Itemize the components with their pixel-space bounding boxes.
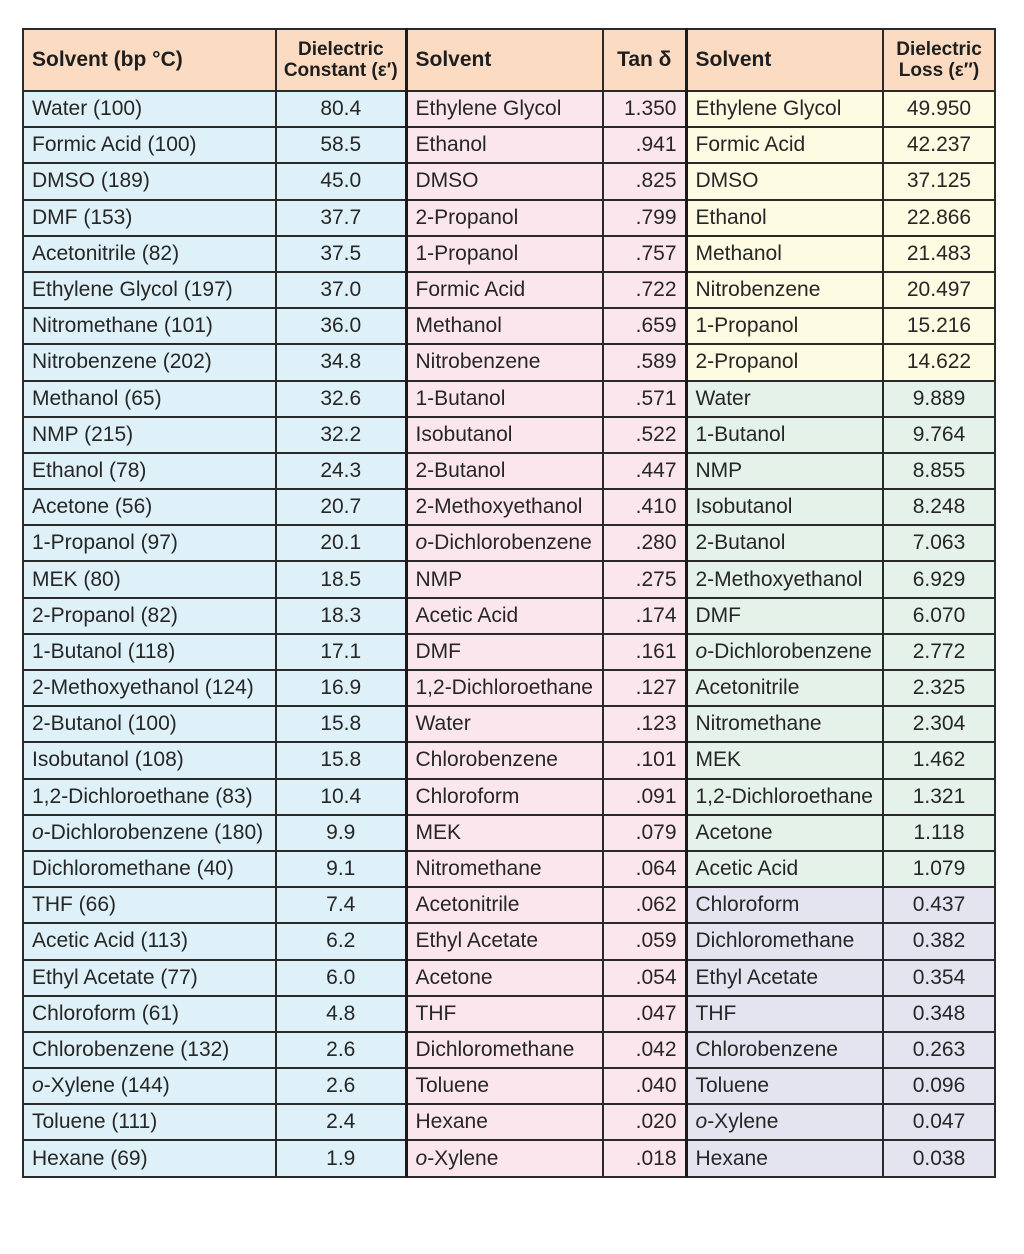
dielectric-loss-solvent-cell: Isobutanol: [686, 489, 883, 525]
tan-delta-value-cell: .020: [603, 1104, 686, 1140]
dielectric-constant-value-cell: 15.8: [276, 706, 406, 742]
dielectric-loss-value-cell: 0.354: [883, 960, 995, 996]
tan-delta-solvent-cell: DMSO: [406, 163, 603, 199]
dielectric-constant-value-cell: 7.4: [276, 887, 406, 923]
tan-delta-solvent-cell: Acetonitrile: [406, 887, 603, 923]
dielectric-constant-value-cell: 37.7: [276, 200, 406, 236]
dielectric-constant-value-cell: 15.8: [276, 742, 406, 778]
header-solvent-loss: Solvent: [686, 29, 883, 91]
dielectric-constant-solvent-cell: Toluene (111): [23, 1104, 276, 1140]
tan-delta-value-cell: .275: [603, 561, 686, 597]
table-row: [23, 453, 995, 489]
dielectric-loss-solvent-cell: Hexane: [686, 1140, 883, 1176]
dielectric-constant-solvent-cell: 1-Butanol (118): [23, 634, 276, 670]
tan-delta-value-cell: .091: [603, 779, 686, 815]
dielectric-loss-solvent-cell: 1-Butanol: [686, 417, 883, 453]
dielectric-loss-solvent-cell: MEK: [686, 742, 883, 778]
dielectric-loss-value-cell: 20.497: [883, 272, 995, 308]
tan-delta-value-cell: .054: [603, 960, 686, 996]
tan-delta-value-cell: .589: [603, 344, 686, 380]
tan-delta-value-cell: .447: [603, 453, 686, 489]
dielectric-constant-value-cell: 37.0: [276, 272, 406, 308]
dielectric-loss-value-cell: 1.079: [883, 851, 995, 887]
dielectric-constant-solvent-cell: Hexane (69): [23, 1140, 276, 1176]
tan-delta-value-cell: .659: [603, 308, 686, 344]
dielectric-constant-solvent-cell: DMSO (189): [23, 163, 276, 199]
dielectric-constant-solvent-cell: o-Dichlorobenzene (180): [23, 815, 276, 851]
tan-delta-value-cell: .101: [603, 742, 686, 778]
header-tan-delta: Tan δ: [603, 29, 686, 91]
tan-delta-solvent-cell: Chloroform: [406, 779, 603, 815]
dielectric-constant-value-cell: 6.2: [276, 923, 406, 959]
dielectric-constant-value-cell: 58.5: [276, 127, 406, 163]
table-row: [23, 670, 995, 706]
dielectric-loss-solvent-cell: 2-Propanol: [686, 344, 883, 380]
tan-delta-solvent-cell: NMP: [406, 561, 603, 597]
dielectric-constant-solvent-cell: o-Xylene (144): [23, 1068, 276, 1104]
dielectric-loss-solvent-cell: DMF: [686, 598, 883, 634]
dielectric-loss-solvent-cell: Ethylene Glycol: [686, 91, 883, 127]
tan-delta-solvent-cell: Water: [406, 706, 603, 742]
dielectric-loss-solvent-cell: o-Dichlorobenzene: [686, 634, 883, 670]
tan-delta-value-cell: .410: [603, 489, 686, 525]
dielectric-constant-solvent-cell: Acetic Acid (113): [23, 923, 276, 959]
table-row: [23, 236, 995, 272]
table-row: [23, 561, 995, 597]
dielectric-loss-value-cell: 37.125: [883, 163, 995, 199]
tan-delta-value-cell: .280: [603, 525, 686, 561]
table-row: [23, 598, 995, 634]
dielectric-constant-solvent-cell: 2-Propanol (82): [23, 598, 276, 634]
dielectric-constant-value-cell: 36.0: [276, 308, 406, 344]
tan-delta-value-cell: .941: [603, 127, 686, 163]
dielectric-constant-solvent-cell: 1-Propanol (97): [23, 525, 276, 561]
header-dielectric-loss-line2: Loss (ε″): [898, 60, 980, 81]
dielectric-constant-solvent-cell: Dichloromethane (40): [23, 851, 276, 887]
tan-delta-solvent-cell: 1,2-Dichloroethane: [406, 670, 603, 706]
dielectric-loss-value-cell: 1.321: [883, 779, 995, 815]
dielectric-loss-value-cell: 2.325: [883, 670, 995, 706]
tan-delta-solvent-cell: Formic Acid: [406, 272, 603, 308]
dielectric-constant-value-cell: 16.9: [276, 670, 406, 706]
tan-delta-value-cell: .825: [603, 163, 686, 199]
dielectric-constant-value-cell: 20.1: [276, 525, 406, 561]
tan-delta-value-cell: .571: [603, 381, 686, 417]
table-row: [23, 923, 995, 959]
header-solvent-bp: Solvent (bp °C): [23, 29, 276, 91]
dielectric-loss-value-cell: 9.764: [883, 417, 995, 453]
dielectric-constant-value-cell: 2.6: [276, 1068, 406, 1104]
tan-delta-solvent-cell: o-Dichlorobenzene: [406, 525, 603, 561]
tan-delta-value-cell: 1.350: [603, 91, 686, 127]
table-row: [23, 272, 995, 308]
dielectric-constant-value-cell: 17.1: [276, 634, 406, 670]
tan-delta-solvent-cell: 1-Butanol: [406, 381, 603, 417]
header-dielectric-constant-line2: Constant (ε′): [283, 60, 398, 81]
tan-delta-solvent-cell: Chlorobenzene: [406, 742, 603, 778]
dielectric-constant-solvent-cell: DMF (153): [23, 200, 276, 236]
table-row: [23, 200, 995, 236]
dielectric-loss-value-cell: 0.038: [883, 1140, 995, 1176]
dielectric-constant-solvent-cell: Chloroform (61): [23, 996, 276, 1032]
table-row: [23, 996, 995, 1032]
tan-delta-solvent-cell: Methanol: [406, 308, 603, 344]
dielectric-loss-solvent-cell: 2-Butanol: [686, 525, 883, 561]
dielectric-loss-solvent-cell: NMP: [686, 453, 883, 489]
tan-delta-solvent-cell: MEK: [406, 815, 603, 851]
dielectric-loss-value-cell: 0.096: [883, 1068, 995, 1104]
tan-delta-value-cell: .059: [603, 923, 686, 959]
table-row: [23, 634, 995, 670]
dielectric-loss-solvent-cell: Water: [686, 381, 883, 417]
dielectric-constant-value-cell: 1.9: [276, 1140, 406, 1176]
table-row: [23, 779, 995, 815]
dielectric-constant-solvent-cell: Nitrobenzene (202): [23, 344, 276, 380]
dielectric-loss-solvent-cell: 1-Propanol: [686, 308, 883, 344]
table-row: [23, 417, 995, 453]
dielectric-constant-value-cell: 2.4: [276, 1104, 406, 1140]
dielectric-loss-value-cell: 9.889: [883, 381, 995, 417]
dielectric-constant-solvent-cell: Formic Acid (100): [23, 127, 276, 163]
tan-delta-solvent-cell: DMF: [406, 634, 603, 670]
tan-delta-solvent-cell: THF: [406, 996, 603, 1032]
tan-delta-value-cell: .127: [603, 670, 686, 706]
dielectric-constant-solvent-cell: Water (100): [23, 91, 276, 127]
dielectric-loss-solvent-cell: Acetone: [686, 815, 883, 851]
dielectric-constant-value-cell: 45.0: [276, 163, 406, 199]
dielectric-constant-value-cell: 34.8: [276, 344, 406, 380]
dielectric-constant-solvent-cell: THF (66): [23, 887, 276, 923]
tan-delta-solvent-cell: 2-Methoxyethanol: [406, 489, 603, 525]
dielectric-loss-value-cell: 0.437: [883, 887, 995, 923]
tan-delta-value-cell: .161: [603, 634, 686, 670]
tan-delta-value-cell: .174: [603, 598, 686, 634]
dielectric-loss-value-cell: 14.622: [883, 344, 995, 380]
dielectric-loss-solvent-cell: Toluene: [686, 1068, 883, 1104]
tan-delta-value-cell: .064: [603, 851, 686, 887]
dielectric-constant-value-cell: 2.6: [276, 1032, 406, 1068]
dielectric-constant-value-cell: 24.3: [276, 453, 406, 489]
tan-delta-solvent-cell: Nitromethane: [406, 851, 603, 887]
table-row: [23, 706, 995, 742]
dielectric-loss-solvent-cell: Chloroform: [686, 887, 883, 923]
dielectric-loss-value-cell: 22.866: [883, 200, 995, 236]
table-body: [23, 91, 995, 1177]
header-solvent-tan: Solvent: [406, 29, 603, 91]
dielectric-constant-value-cell: 80.4: [276, 91, 406, 127]
tan-delta-solvent-cell: Ethyl Acetate: [406, 923, 603, 959]
dielectric-constant-solvent-cell: Ethylene Glycol (197): [23, 272, 276, 308]
dielectric-constant-value-cell: 37.5: [276, 236, 406, 272]
dielectric-constant-value-cell: 18.5: [276, 561, 406, 597]
tan-delta-solvent-cell: Isobutanol: [406, 417, 603, 453]
table-row: [23, 1068, 995, 1104]
tan-delta-solvent-cell: Acetic Acid: [406, 598, 603, 634]
table-row: [23, 815, 995, 851]
dielectric-constant-solvent-cell: 1,2-Dichloroethane (83): [23, 779, 276, 815]
dielectric-constant-value-cell: 9.9: [276, 815, 406, 851]
dielectric-loss-solvent-cell: 2-Methoxyethanol: [686, 561, 883, 597]
dielectric-constant-value-cell: 32.6: [276, 381, 406, 417]
tan-delta-solvent-cell: 1-Propanol: [406, 236, 603, 272]
dielectric-constant-value-cell: 9.1: [276, 851, 406, 887]
tan-delta-solvent-cell: 2-Propanol: [406, 200, 603, 236]
table-row: [23, 851, 995, 887]
table-row: [23, 887, 995, 923]
dielectric-loss-value-cell: 49.950: [883, 91, 995, 127]
table-row: [23, 127, 995, 163]
tan-delta-value-cell: .799: [603, 200, 686, 236]
dielectric-constant-value-cell: 18.3: [276, 598, 406, 634]
table-row: [23, 1032, 995, 1068]
dielectric-loss-solvent-cell: Nitromethane: [686, 706, 883, 742]
dielectric-loss-value-cell: 6.070: [883, 598, 995, 634]
table-row: [23, 742, 995, 778]
table-row: [23, 308, 995, 344]
table-row: [23, 1140, 995, 1176]
dielectric-loss-solvent-cell: DMSO: [686, 163, 883, 199]
dielectric-loss-solvent-cell: Dichloromethane: [686, 923, 883, 959]
dielectric-loss-value-cell: 15.216: [883, 308, 995, 344]
dielectric-constant-value-cell: 20.7: [276, 489, 406, 525]
table-row: [23, 1104, 995, 1140]
dielectric-loss-solvent-cell: Methanol: [686, 236, 883, 272]
dielectric-loss-value-cell: 2.304: [883, 706, 995, 742]
tan-delta-value-cell: .757: [603, 236, 686, 272]
tan-delta-value-cell: .123: [603, 706, 686, 742]
dielectric-loss-solvent-cell: Acetic Acid: [686, 851, 883, 887]
solvent-dielectric-table: [22, 28, 996, 1178]
dielectric-loss-value-cell: 1.462: [883, 742, 995, 778]
tan-delta-solvent-cell: Acetone: [406, 960, 603, 996]
tan-delta-solvent-cell: Nitrobenzene: [406, 344, 603, 380]
dielectric-loss-solvent-cell: 1,2-Dichloroethane: [686, 779, 883, 815]
dielectric-constant-solvent-cell: MEK (80): [23, 561, 276, 597]
dielectric-loss-solvent-cell: Ethanol: [686, 200, 883, 236]
dielectric-loss-value-cell: 0.047: [883, 1104, 995, 1140]
header-row: [23, 29, 995, 91]
dielectric-constant-value-cell: 32.2: [276, 417, 406, 453]
dielectric-loss-solvent-cell: Nitrobenzene: [686, 272, 883, 308]
dielectric-loss-solvent-cell: THF: [686, 996, 883, 1032]
tan-delta-solvent-cell: 2-Butanol: [406, 453, 603, 489]
header-dielectric-constant-line1: Dielectric: [297, 39, 384, 60]
dielectric-constant-solvent-cell: Isobutanol (108): [23, 742, 276, 778]
dielectric-constant-solvent-cell: Acetonitrile (82): [23, 236, 276, 272]
dielectric-constant-solvent-cell: NMP (215): [23, 417, 276, 453]
dielectric-constant-solvent-cell: Nitromethane (101): [23, 308, 276, 344]
dielectric-loss-value-cell: 6.929: [883, 561, 995, 597]
tan-delta-solvent-cell: Dichloromethane: [406, 1032, 603, 1068]
table-row: [23, 525, 995, 561]
dielectric-loss-value-cell: 0.382: [883, 923, 995, 959]
dielectric-loss-solvent-cell: Formic Acid: [686, 127, 883, 163]
dielectric-constant-solvent-cell: Ethanol (78): [23, 453, 276, 489]
dielectric-loss-value-cell: 0.263: [883, 1032, 995, 1068]
tan-delta-solvent-cell: Ethanol: [406, 127, 603, 163]
dielectric-constant-value-cell: 6.0: [276, 960, 406, 996]
dielectric-loss-value-cell: 8.855: [883, 453, 995, 489]
tan-delta-solvent-cell: Toluene: [406, 1068, 603, 1104]
dielectric-loss-value-cell: 2.772: [883, 634, 995, 670]
header-dielectric-loss-line1: Dielectric: [896, 39, 982, 60]
table-row: [23, 344, 995, 380]
table-row: [23, 960, 995, 996]
dielectric-constant-solvent-cell: Chlorobenzene (132): [23, 1032, 276, 1068]
dielectric-loss-solvent-cell: Ethyl Acetate: [686, 960, 883, 996]
tan-delta-value-cell: .079: [603, 815, 686, 851]
tan-delta-value-cell: .047: [603, 996, 686, 1032]
dielectric-loss-solvent-cell: Chlorobenzene: [686, 1032, 883, 1068]
dielectric-loss-value-cell: 42.237: [883, 127, 995, 163]
dielectric-loss-value-cell: 21.483: [883, 236, 995, 272]
dielectric-constant-solvent-cell: Ethyl Acetate (77): [23, 960, 276, 996]
tan-delta-value-cell: .018: [603, 1140, 686, 1176]
tan-delta-solvent-cell: Hexane: [406, 1104, 603, 1140]
header-dielectric-loss: [883, 29, 995, 91]
dielectric-constant-solvent-cell: Acetone (56): [23, 489, 276, 525]
header-dielectric-constant: [276, 29, 406, 91]
dielectric-constant-solvent-cell: Methanol (65): [23, 381, 276, 417]
tan-delta-value-cell: .062: [603, 887, 686, 923]
tan-delta-value-cell: .522: [603, 417, 686, 453]
dielectric-constant-value-cell: 4.8: [276, 996, 406, 1032]
table-row: [23, 381, 995, 417]
tan-delta-solvent-cell: Ethylene Glycol: [406, 91, 603, 127]
table-row: [23, 91, 995, 127]
tan-delta-value-cell: .040: [603, 1068, 686, 1104]
tan-delta-value-cell: .042: [603, 1032, 686, 1068]
tan-delta-solvent-cell: o-Xylene: [406, 1140, 603, 1176]
table-row: [23, 163, 995, 199]
dielectric-loss-solvent-cell: Acetonitrile: [686, 670, 883, 706]
dielectric-loss-value-cell: 7.063: [883, 525, 995, 561]
dielectric-constant-solvent-cell: 2-Butanol (100): [23, 706, 276, 742]
dielectric-loss-value-cell: 8.248: [883, 489, 995, 525]
dielectric-loss-value-cell: 0.348: [883, 996, 995, 1032]
dielectric-constant-solvent-cell: 2-Methoxyethanol (124): [23, 670, 276, 706]
dielectric-loss-value-cell: 1.118: [883, 815, 995, 851]
table-row: [23, 489, 995, 525]
dielectric-constant-value-cell: 10.4: [276, 779, 406, 815]
dielectric-loss-solvent-cell: o-Xylene: [686, 1104, 883, 1140]
tan-delta-value-cell: .722: [603, 272, 686, 308]
